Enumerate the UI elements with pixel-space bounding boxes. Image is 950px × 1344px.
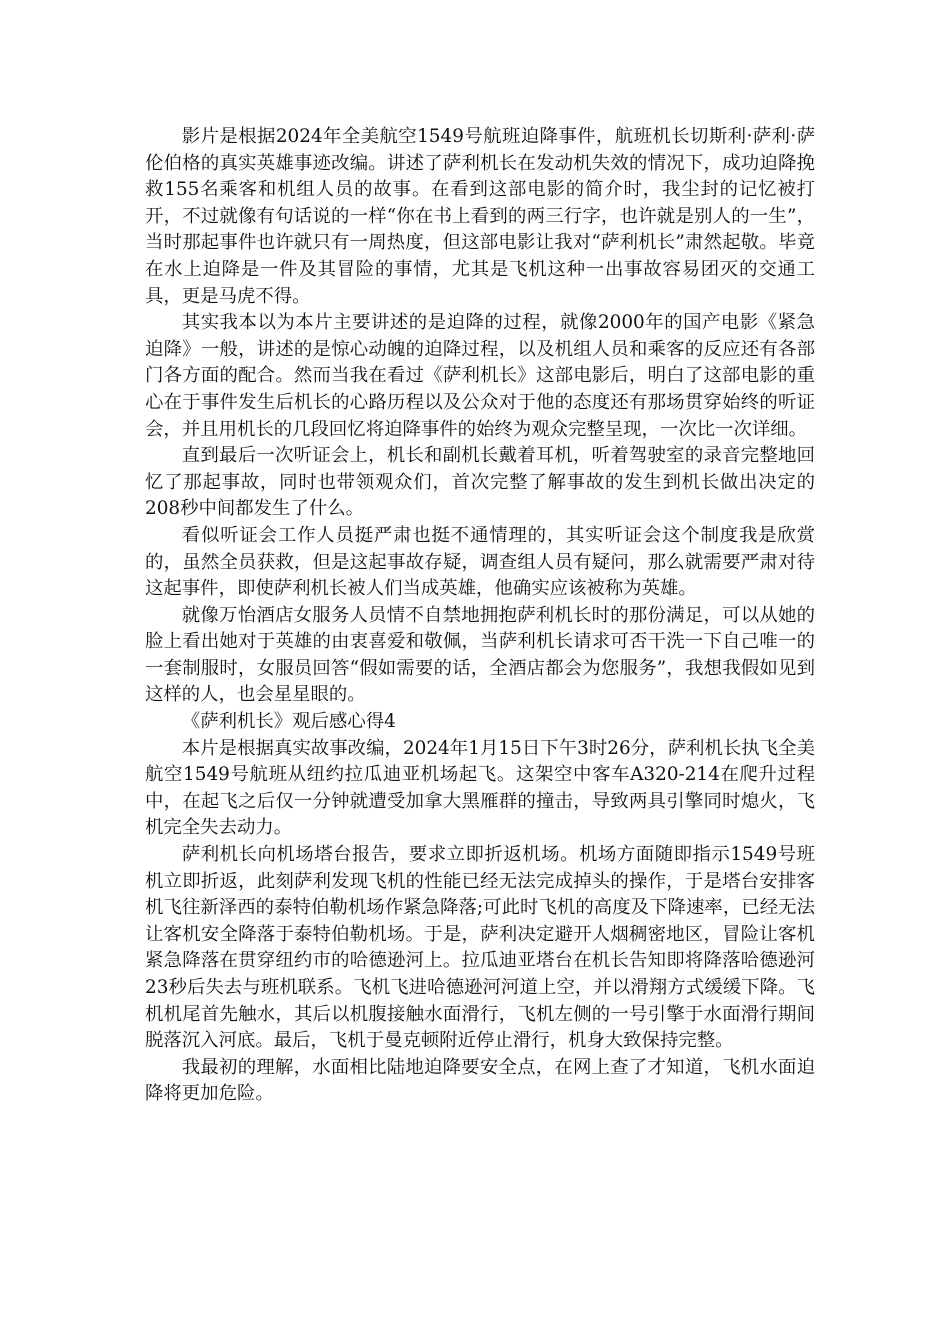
paragraph: 就像万怡酒店女服务人员情不自禁地拥抱萨利机长时的那份满足，可以从她的脸上看出她对于英雄的由衷喜爱和敬佩，当萨利机长请求可否干洗一下自己唯一的一套制服时，女服员回答“假如需要的话，全酒店都会为您服务”，我想我假如见到这样的人，也会星星眼的。 [145,604,815,706]
paragraph: 萨利机长向机场塔台报告，要求立即折返机场。机场方面随即指示1549号班机立即折返，此刻萨利发现飞机的性能已经无法完成掉头的操作，于是塔台安排客机飞往新泽西的泰特伯勒机场作紧急降落;可此时飞机的高度及下降速率，已经无法让客机安全降落于泰特伯勒机场。于是，萨利决定避开人烟稠密地区，冒险让客机紧急降落在贯穿纽约市的哈德逊河上。拉瓜迪亚塔台在机长告知即将降落哈德逊河23秒后失去与班机联系。飞机飞进哈德逊河河道上空，并以滑翔方式缓缓下降。飞机机尾首先触水，其后以机腹接触水面滑行，飞机左侧的一号引擎于水面滑行期间脱落沉入河底。最后，飞机于曼克顿附近停止滑行，机身大致保持完整。 [145,844,815,1052]
paragraph: 我最初的理解，水面相比陆地迫降要安全点，在网上查了才知道，飞机水面迫降将更加危险。 [145,1056,815,1105]
paragraph: 影片是根据2024年全美航空1549号航班迫降事件，航班机长切斯利·萨利·萨伦伯格的真实英雄事迹改编。讲述了萨利机长在发动机失效的情况下，成功迫降挽救155名乘客和机组人员的故事。在看到这部电影的简介时，我尘封的记忆被打开，不过就像有句话说的一样“你在书上看到的两三行字，也许就是别人的一生”，当时那起事件也许就只有一周热度，但这部电影让我对“萨利机长”肃然起敬。毕竟在水上迫降是一件及其冒险的事情，尤其是飞机这种一出事故容易团灭的交通工具，更是马虎不得。 [145,126,815,307]
paragraph: 其实我本以为本片主要讲述的是迫降的过程，就像2000年的国产电影《紧急迫降》一般，讲述的是惊心动魄的迫降过程，以及机组人员和乘客的反应还有各部门各方面的配合。然而当我在看过《萨利机长》这部电影后，明白了这部电影的重心在于事件发生后机长的心路历程以及公众对于他的态度还有那场贯穿始终的听证会，并且用机长的几段回忆将迫降事件的始终为观众完整呈现，一次比一次详细。 [145,312,815,440]
paragraph: 本片是根据真实故事改编，2024年1月15日下午3时26分，萨利机长执飞全美航空1549号航班从纽约拉瓜迪亚机场起飞。这架空中客车A320-214在爬升过程中，在起飞之后仅一分钟就遭受加拿大黑雁群的撞击，导致两具引擎同时熄火，飞机完全失去动力。 [145,737,815,839]
section-heading: 《萨利机长》观后感心得4 [181,711,396,733]
paragraph: 看似听证会工作人员挺严肃也挺不通情理的，其实听证会这个制度我是欣赏的，虽然全员获救，但是这起事故存疑，调查组人员有疑问，那么就需要严肃对待这起事件，即使萨利机长被人们当成英雄，他确实应该被称为英雄。 [145,524,815,600]
document-body [145,124,815,1108]
paragraph: 直到最后一次听证会上，机长和副机长戴着耳机，听着驾驶室的录音完整地回忆了那起事故，同时也带领观众们，首次完整了解事故的发生到机长做出决定的208秒中间都发生了什么。 [145,445,815,520]
